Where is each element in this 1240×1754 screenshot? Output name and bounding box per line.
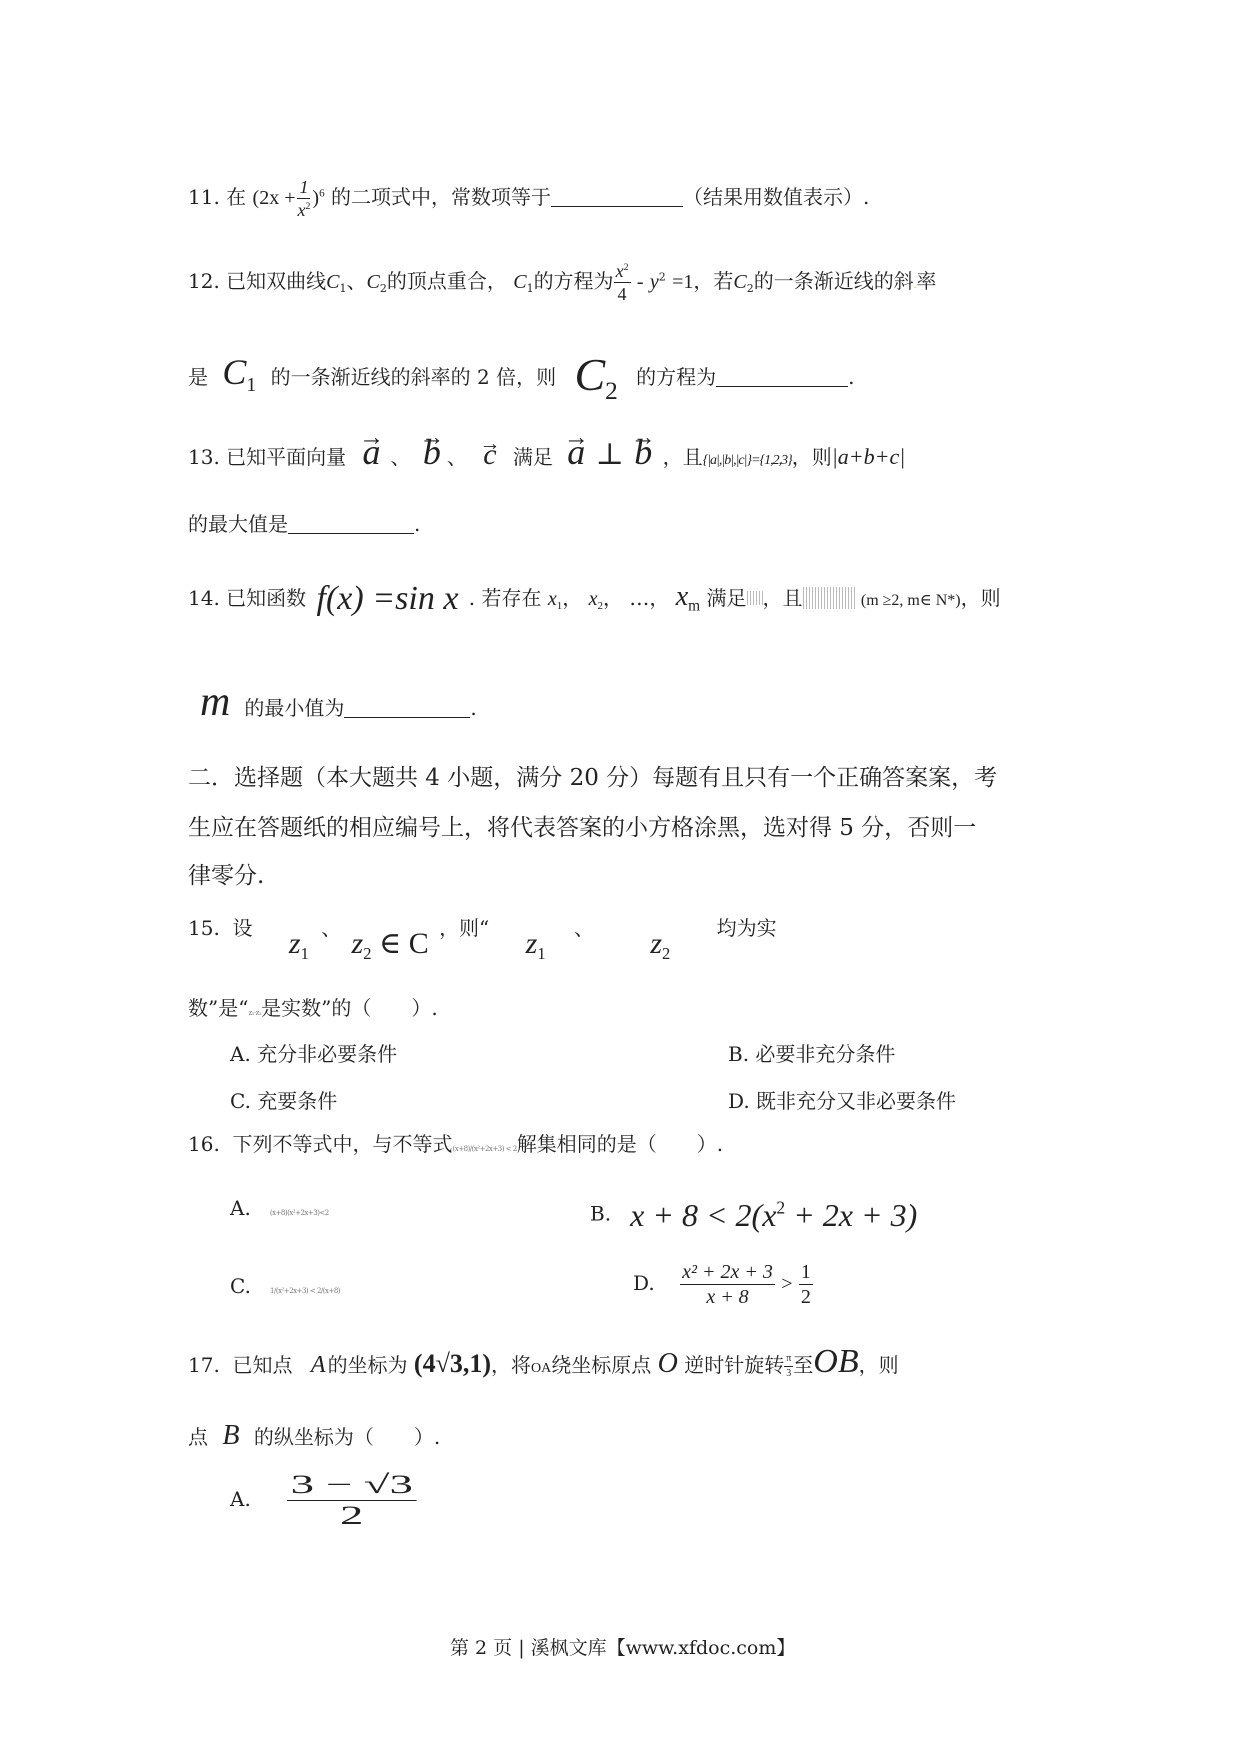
q15-line1: 15. 设 $z_1$ 、 $z_2$ ∈ C ，则“ $z_1$ 、 $z_2$ 均为实 [188, 916, 777, 963]
q14-line2: m的最小值为 . [200, 679, 477, 725]
q13-line1: 13. 已知平面向量 → a 、 → b 、 → c 满足 → a ⊥ → b ，且{|a|,|b|,|c|}={1,2,3}，则|a+b+c| [188, 440, 905, 473]
q13-line2: 的最大值是 . [188, 512, 421, 536]
q15-line2: 数”是“z₁·z₂是实数”的（ ）. [188, 996, 438, 1020]
q17-line1: 17. 已知点 A 的坐标为 (4√3,1)，将OA绕坐标原点 O 逆时针旋转 $\frac{\pi}{3}$ 至OB，则 [188, 1343, 899, 1380]
q15-option-c[interactable]: C. 充要条件 [230, 1089, 338, 1113]
q15-option-b[interactable]: B. 必要非充分条件 [728, 1042, 896, 1066]
q17-option-a[interactable]: A. $\frac{3 - √3}{2}$ [230, 1472, 359, 1529]
q16-option-a[interactable]: A. (x+8)(x²+2x+3)<2 [230, 1196, 329, 1220]
section2-line2: 生应在答题纸的相应编号上，将代表答案的小方格涂黑，选对得 5 分，否则一 [188, 815, 977, 841]
q12-line2: 是 $C_1$ 的一条渐近线的斜率的 2 倍，则 $C_2$ 的方程为 . [188, 349, 855, 405]
q16-option-b[interactable]: B. $x + 8 < 2(x^2 + 2x + 3)$ [590, 1197, 918, 1234]
section2-line1: 二．选择题（本大题共 4 小题，满分 20 分）每题有且只有一个正确答案案，考 [188, 765, 998, 791]
section2-line3: 律零分. [188, 863, 265, 889]
q16-option-c[interactable]: C. 1/(x²+2x+3) < 2/(x+8) [230, 1274, 341, 1298]
q14-line1: 14. 已知函数 f(x) =sin x . 若存在 $x_1$， $x_2$， …， $x_m$ 满足 ，且 (m ≥2, m∈ N*)，则 [188, 580, 1001, 617]
q15-option-d[interactable]: D. 既非充分又非必要条件 [728, 1089, 957, 1113]
q12-line1: 12. 已知双曲线$C_1$、$C_2$的顶点重合， $C_1$的方程为 $\frac{x^2}{4}$ - $y^2 =1$，若$C_2$的一条渐近线的斜.率 [188, 261, 937, 304]
q16-line1: 16. 下列不等式中，与不等式(x+8)/(x²+2x+3) < 2解集相同的是（ ）. [188, 1132, 724, 1156]
q11: 11. 在 (2x + $\frac{1}{x^2}$ )$^6$ 的二项式中，常数项等于 （结果用数值表示）. [188, 177, 870, 220]
q17-line2: 点 B 的纵坐标为（ ）. [188, 1420, 441, 1451]
q16-option-d[interactable]: D. $\frac{\text{x² + 2x + 3}}{x + 8}$ > $\frac{1}{2}$ [633, 1261, 811, 1308]
page-footer: 第 2 页 | 溪枫文库【www.xfdoc.com】 [450, 1637, 796, 1659]
q15-option-a[interactable]: A. 充分非必要条件 [230, 1042, 398, 1066]
